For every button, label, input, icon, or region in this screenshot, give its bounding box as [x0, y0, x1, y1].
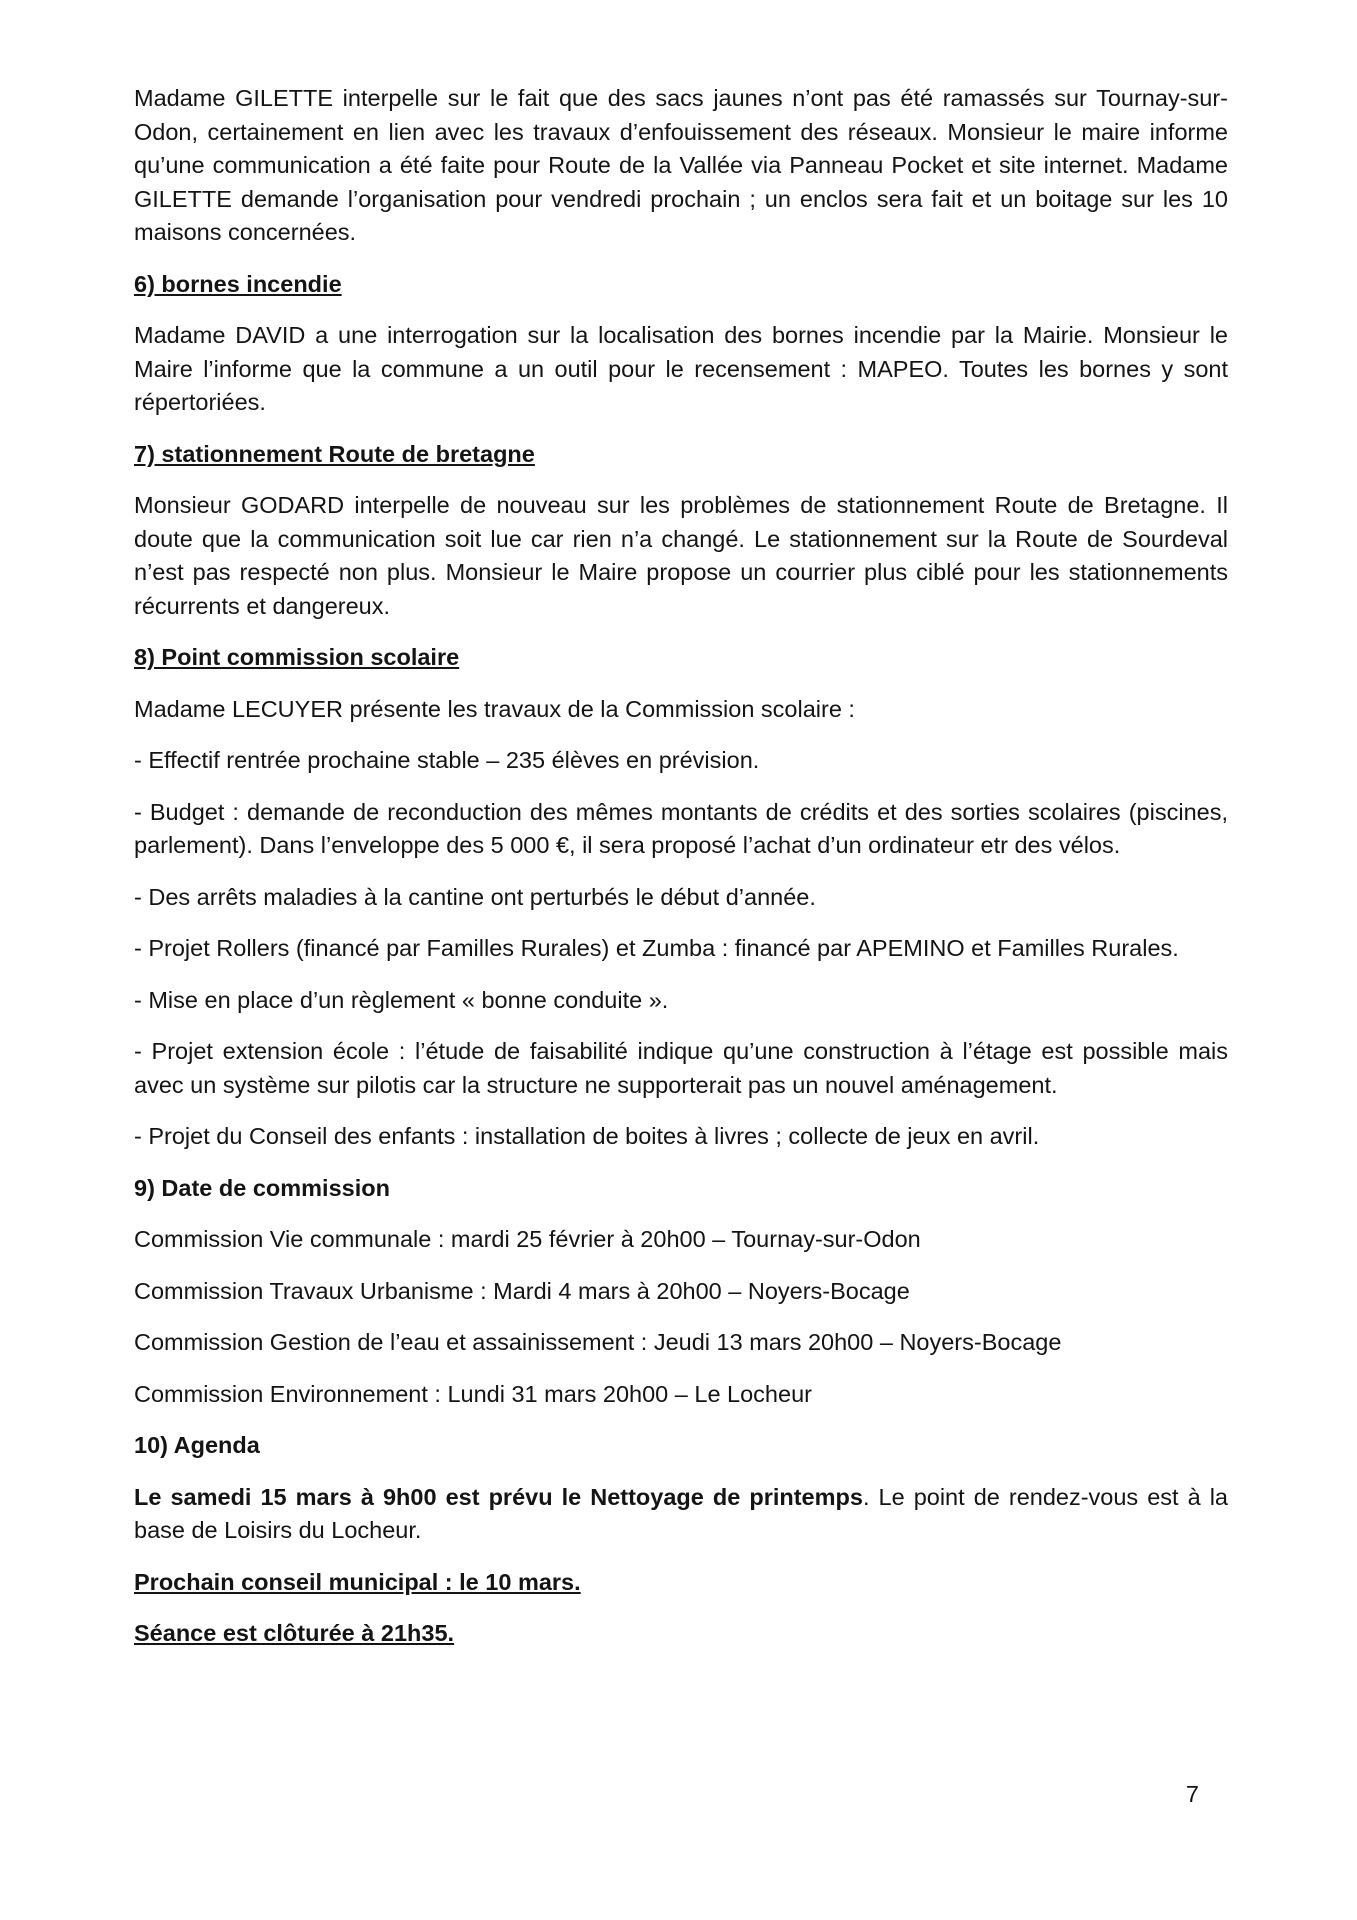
- list-item-effectif: - Effectif rentrée prochaine stable – 235 élèves en prévision.: [134, 747, 760, 773]
- page-number: 7: [1185, 1781, 1199, 1807]
- paragraph-commission-environnement: Commission Environnement : Lundi 31 mars 20h00 – Le Locheur: [134, 1380, 812, 1407]
- section-heading-commission-scolaire: 8) Point commission scolaire: [134, 644, 460, 670]
- paragraph-sacs-jaunes: Madame GILETTE interpelle sur le fait que des sacs jaunes n’ont pas été ramassés sur Tournay-sur-Odon, certainement en lien avec les travaux d’enfouissement des réseaux. Monsieur le maire informe qu’une communication a été faite pour Route de la Vallée via Panneau Pocket et site internet. Madame GILETTE demande l’organisation pour vendredi prochain ; un enclos sera fait et un boitage sur les 10 maisons concernées.: [134, 85, 1228, 245]
- paragraph-commission-eau: Commission Gestion de l’eau et assainissement : Jeudi 13 mars 20h00 – Noyers-Bocage: [134, 1329, 1062, 1355]
- bold-run-nettoyage: Le samedi 15 mars à 9h00 est prévu le Nettoyage de printemps: [134, 1483, 863, 1510]
- paragraph-bornes-incendie: Madame DAVID a une interrogation sur la localisation des bornes incendie par la Mairie. Monsieur le Maire l’informe que la commune a un outil pour le recensement : MAPEO. Toutes les bornes y sont répertoriées.: [134, 322, 1228, 415]
- list-item-arrets-maladies: - Des arrêts maladies à la cantine ont perturbés le début d’année.: [134, 883, 816, 910]
- paragraph-commission-vie-communale: Commission Vie communale : mardi 25 février à 20h00 – Tournay-sur-Odon: [134, 1226, 921, 1252]
- list-item-conseil-enfants: - Projet du Conseil des enfants : installation de boites à livres ; collecte de jeux en avril.: [134, 1123, 1040, 1149]
- paragraph-commission-travaux: Commission Travaux Urbanisme : Mardi 4 mars à 20h00 – Noyers-Bocage: [134, 1277, 910, 1304]
- paragraph-nettoyage-printemps: [134, 1481, 1228, 1548]
- list-item-projet-extension: - Projet extension école : l’étude de faisabilité indique qu’une construction à l’étage est possible mais avec un système sur pilotis car la structure ne supporterait pas un nouvel aménagement.: [134, 1038, 1228, 1098]
- list-item-reglement: - Mise en place d’un règlement « bonne conduite ».: [134, 986, 669, 1013]
- paragraph-seance-cloturee: Séance est clôturée à 21h35.: [134, 1620, 455, 1646]
- paragraph-prochain-conseil: Prochain conseil municipal : le 10 mars.: [134, 1568, 581, 1595]
- section-heading-stationnement: 7) stationnement Route de bretagne: [134, 440, 535, 467]
- text-run-rendez-vous: . Le point de rendez-vous est à la base de Loisirs du Locheur.: [134, 1483, 1228, 1543]
- section-heading-bornes-incendie: 6) bornes incendie: [134, 270, 342, 297]
- paragraph-lecuyer-intro: Madame LECUYER présente les travaux de la Commission scolaire :: [134, 695, 855, 722]
- section-heading-date-commission: 9) Date de commission: [134, 1174, 390, 1201]
- paragraph-stationnement: Monsieur GODARD interpelle de nouveau sur les problèmes de stationnement Route de Bretagne. Il doute que la communication soit lue car rien n’a changé. Le stationnement sur la Route de Sourdeval n’est pas respecté non plus. Monsieur le Maire propose un courrier plus ciblé pour les stationnements récurrents et dangereux.: [134, 492, 1228, 619]
- list-item-projet-rollers: - Projet Rollers (financé par Familles Rurales) et Zumba : financé par APEMINO et Familles Rurales.: [134, 935, 1179, 961]
- section-heading-agenda: 10) Agenda: [134, 1432, 260, 1458]
- list-item-budget: - Budget : demande de reconduction des mêmes montants de crédits et des sorties scolaires (piscines, parlement). Dans l’enveloppe des 5 000 €, il sera proposé l’achat d’un ordinateur etr des vélos.: [134, 798, 1228, 858]
